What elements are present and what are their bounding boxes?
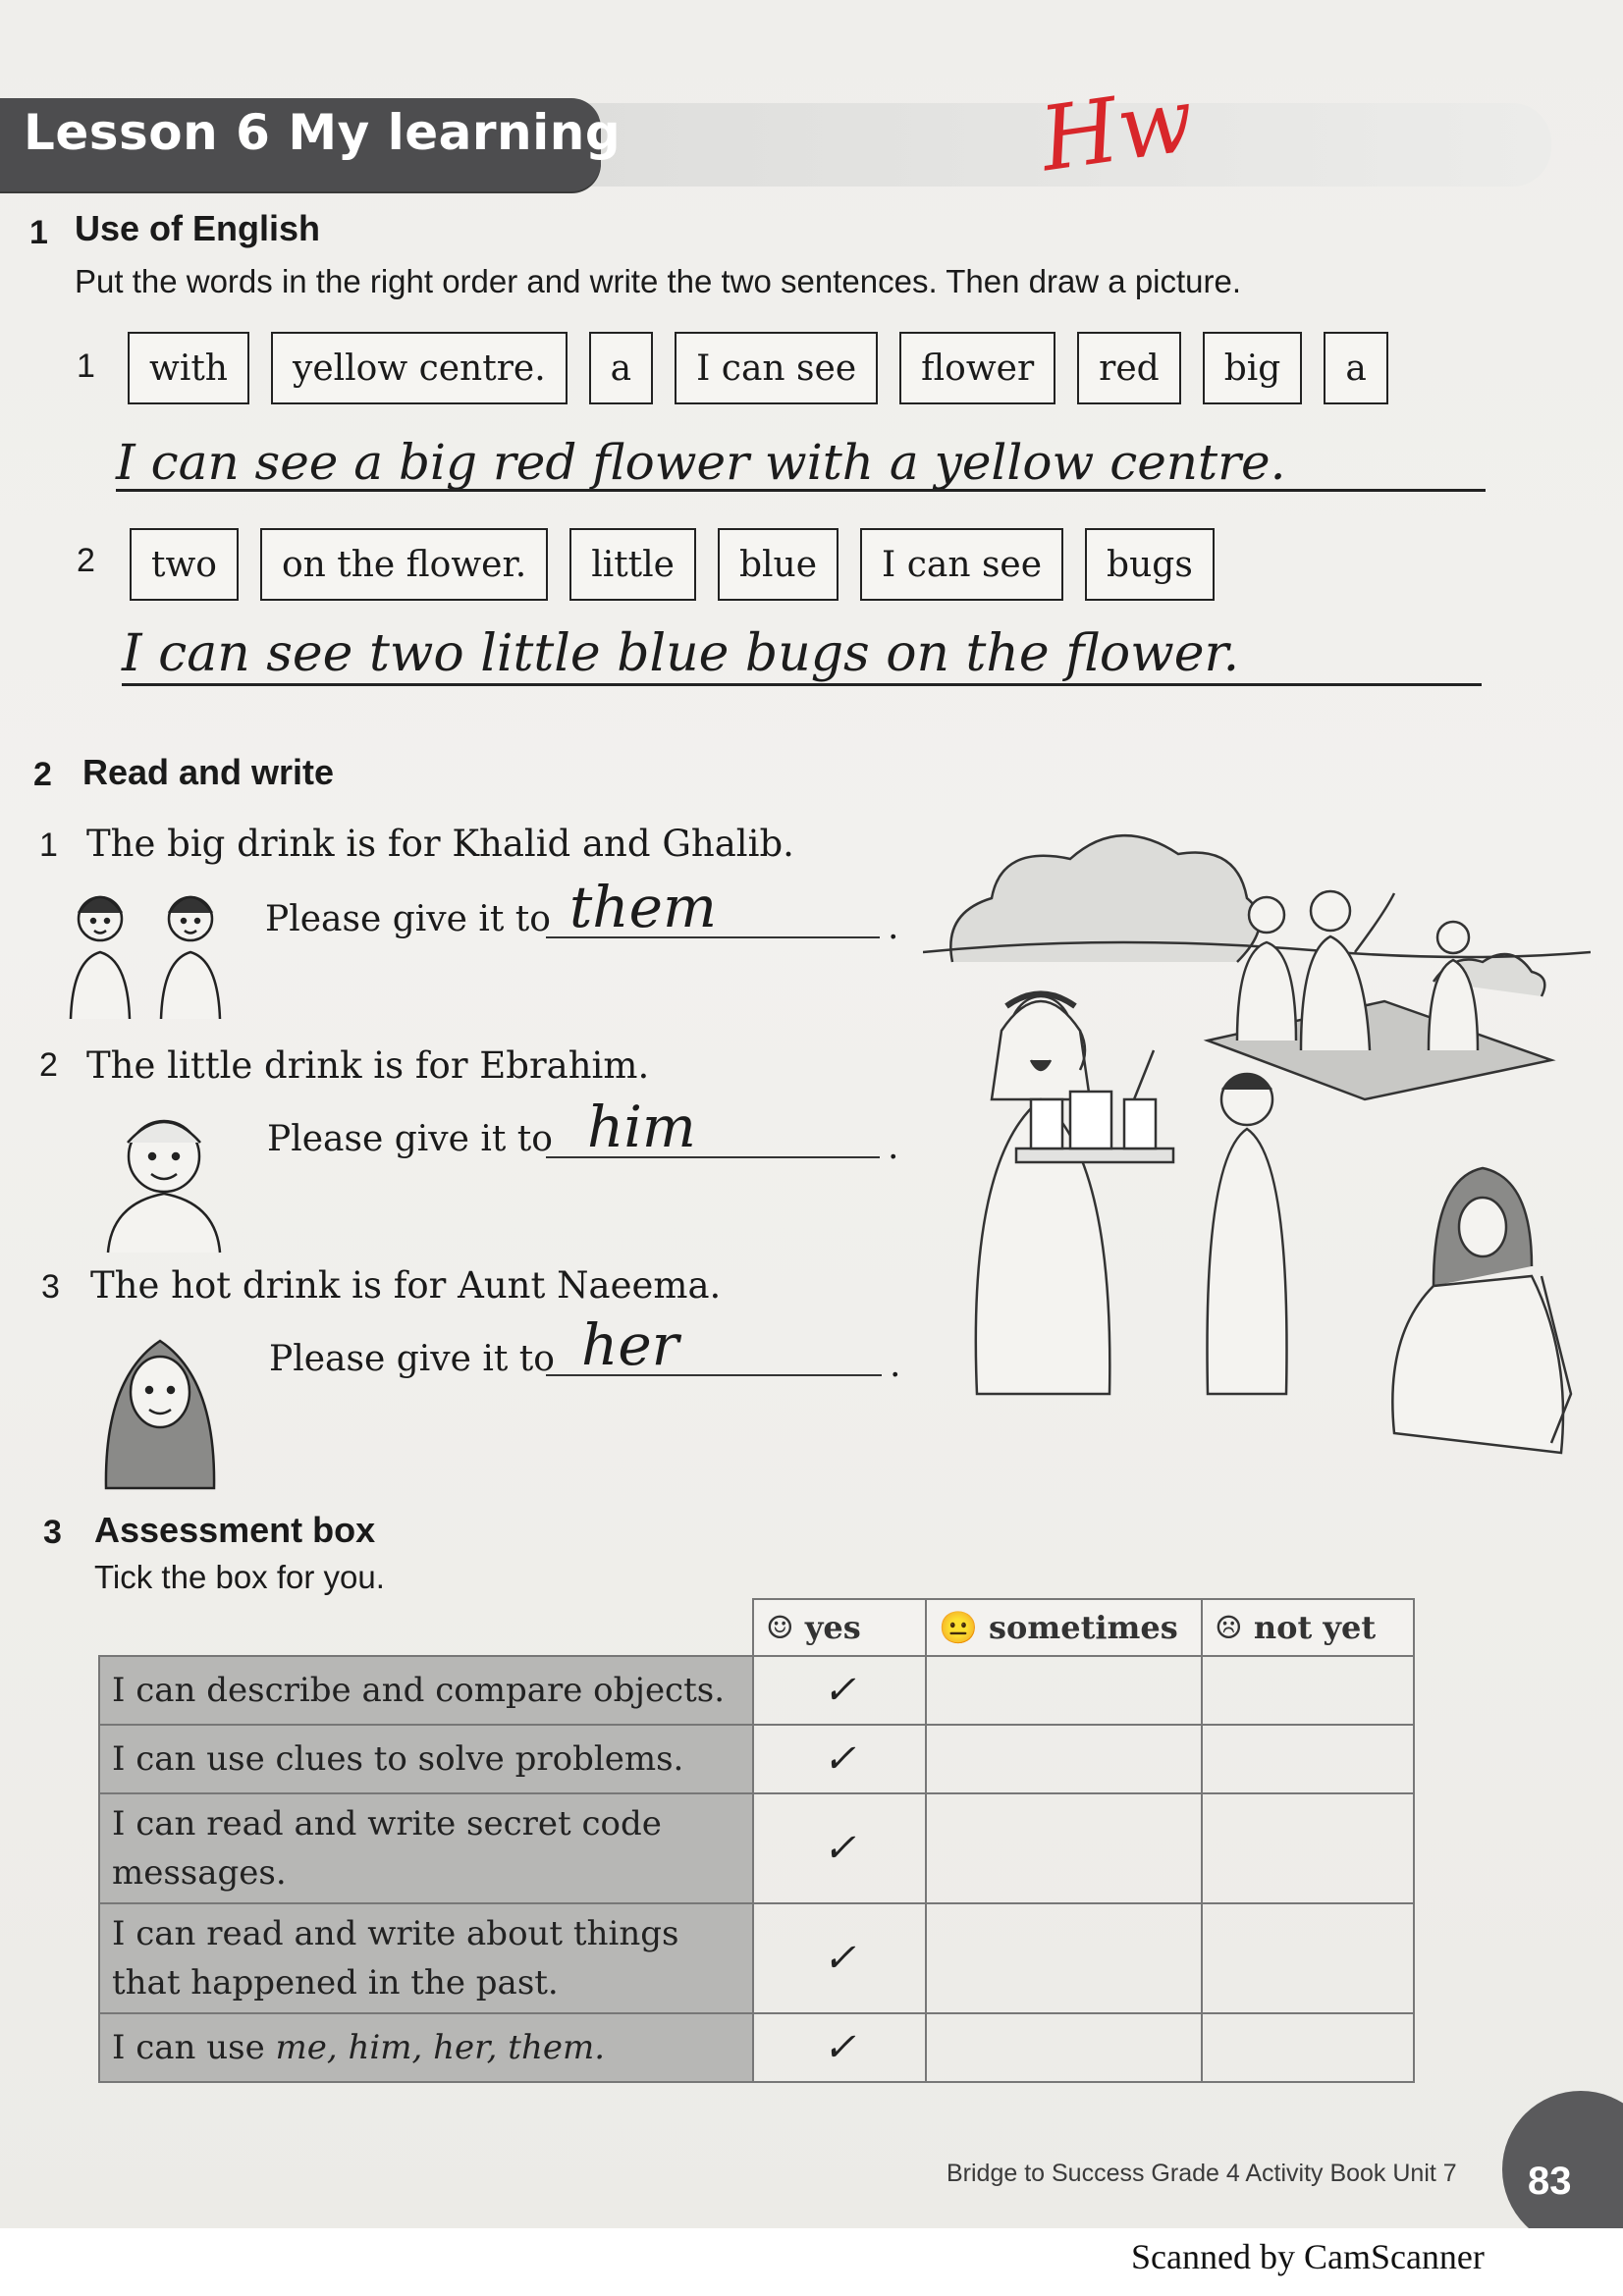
section-2-number: 2: [33, 756, 52, 793]
read-item-1-number: 1: [39, 827, 58, 864]
tick-sometimes-cell[interactable]: [926, 2013, 1202, 2082]
word-box: a: [1324, 332, 1387, 404]
statement-cell: I can describe and compare objects.: [99, 1656, 753, 1725]
ebrahim-illustration: [90, 1097, 238, 1255]
read-item-2-answer[interactable]: him: [587, 1094, 696, 1160]
column-sometimes: 😐 sometimes: [926, 1599, 1202, 1656]
word-box: two: [130, 528, 239, 601]
book-title-footer: Bridge to Success Grade 4 Activity Book Unit 7: [947, 2160, 1457, 2187]
read-item-2-blank: [546, 1156, 880, 1158]
answer-1-handwriting[interactable]: I can see a big red flower with a yellow centre.: [116, 434, 1286, 491]
section-3-heading: Assessment box: [94, 1510, 376, 1550]
statement-cell: [99, 2013, 753, 2082]
lesson-title: Lesson 6 My learning: [24, 104, 622, 161]
read-item-1-prompt: Please give it to: [265, 899, 551, 939]
read-item-3-blank: [546, 1374, 882, 1376]
tick-yes-cell[interactable]: ✓: [753, 1903, 926, 2013]
read-item-3-sentence: The hot drink is for Aunt Naeema.: [90, 1264, 722, 1307]
read-item-3-number: 3: [41, 1268, 60, 1306]
tick-yes-cell[interactable]: ✓: [753, 1656, 926, 1725]
read-item-1-sentence: The big drink is for Khalid and Ghalib.: [86, 823, 794, 865]
handwritten-hw-note: Hw: [1034, 68, 1201, 192]
word-box: yellow centre.: [271, 332, 568, 404]
answer-line-2: [122, 681, 1482, 686]
read-item-3-period: .: [890, 1345, 901, 1385]
table-row: [99, 1656, 1414, 1725]
section-1-heading: Use of English: [75, 208, 321, 248]
section-1-instruction: Put the words in the right order and write the two sentences. Then draw a picture.: [75, 263, 1242, 299]
read-item-3-answer[interactable]: her: [581, 1311, 679, 1378]
item-2-number: 2: [77, 542, 95, 579]
tick-not-yet-cell[interactable]: [1202, 1903, 1414, 2013]
read-item-2-sentence: The little drink is for Ebrahim.: [86, 1044, 650, 1087]
word-row-2: [130, 528, 1215, 601]
read-item-1-blank: [546, 936, 880, 938]
read-item-3-prompt: Please give it to: [269, 1339, 555, 1379]
statement-cell: I can read and write secret code messages.: [99, 1793, 753, 1903]
word-box: a: [589, 332, 653, 404]
aunt-naeema-illustration: [86, 1319, 234, 1492]
khalid-and-ghalib-illustration: [51, 881, 247, 1021]
word-box: I can see: [860, 528, 1063, 601]
word-box: red: [1077, 332, 1181, 404]
tick-yes-cell[interactable]: ✓: [753, 1793, 926, 1903]
table-row: [99, 1725, 1414, 1793]
section-1-number: 1: [29, 214, 48, 251]
word-box: bugs: [1085, 528, 1215, 601]
read-item-2-prompt: Please give it to: [267, 1119, 553, 1159]
read-item-2-number: 2: [39, 1046, 58, 1084]
read-item-2-period: .: [888, 1127, 899, 1167]
tick-sometimes-cell[interactable]: [926, 1903, 1202, 2013]
assessment-table: [98, 1598, 1415, 2083]
camscanner-watermark: Scanned by CamScanner: [1131, 2237, 1485, 2276]
word-box: big: [1203, 332, 1303, 404]
section-3-number: 3: [43, 1514, 62, 1551]
tick-not-yet-cell[interactable]: [1202, 2013, 1414, 2082]
word-box: little: [569, 528, 696, 601]
tick-sometimes-cell[interactable]: [926, 1793, 1202, 1903]
table-row: [99, 2013, 1414, 2082]
section-2-heading: Read and write: [82, 752, 335, 792]
section-3-instruction: Tick the box for you.: [94, 1559, 385, 1595]
tick-sometimes-cell[interactable]: [926, 1656, 1202, 1725]
answer-2-handwriting[interactable]: I can see two little blue bugs on the flower.: [122, 624, 1240, 683]
read-item-1-answer[interactable]: them: [569, 874, 717, 940]
page-number: 83: [1528, 2160, 1572, 2203]
word-box: on the flower.: [260, 528, 548, 601]
word-row-1: [128, 332, 1388, 404]
statement-italic-pronouns: me, him, her, them.: [275, 2028, 606, 2067]
word-box: blue: [718, 528, 839, 601]
tick-not-yet-cell[interactable]: [1202, 1793, 1414, 1903]
family-picnic-scene-illustration: [923, 805, 1591, 1482]
table-row: [99, 1793, 1414, 1903]
tick-not-yet-cell[interactable]: [1202, 1656, 1414, 1725]
tick-not-yet-cell[interactable]: [1202, 1725, 1414, 1793]
item-1-number: 1: [77, 347, 95, 385]
table-header-row: [99, 1599, 1414, 1656]
table-corner: [99, 1599, 753, 1656]
tick-yes-cell[interactable]: ✓: [753, 2013, 926, 2082]
word-box: I can see: [675, 332, 878, 404]
statement-prefix: I can use: [112, 2028, 276, 2067]
statement-cell: I can use clues to solve problems.: [99, 1725, 753, 1793]
tick-yes-cell[interactable]: ✓: [753, 1725, 926, 1793]
column-not-yet: ☹ not yet: [1202, 1599, 1414, 1656]
answer-line-1: [116, 487, 1486, 492]
word-box: with: [128, 332, 249, 404]
statement-cell: I can read and write about things that happened in the past.: [99, 1903, 753, 2013]
word-box: flower: [899, 332, 1055, 404]
read-item-1-period: .: [888, 907, 899, 947]
column-yes: ☺ yes: [753, 1599, 926, 1656]
tick-sometimes-cell[interactable]: [926, 1725, 1202, 1793]
table-row: [99, 1903, 1414, 2013]
